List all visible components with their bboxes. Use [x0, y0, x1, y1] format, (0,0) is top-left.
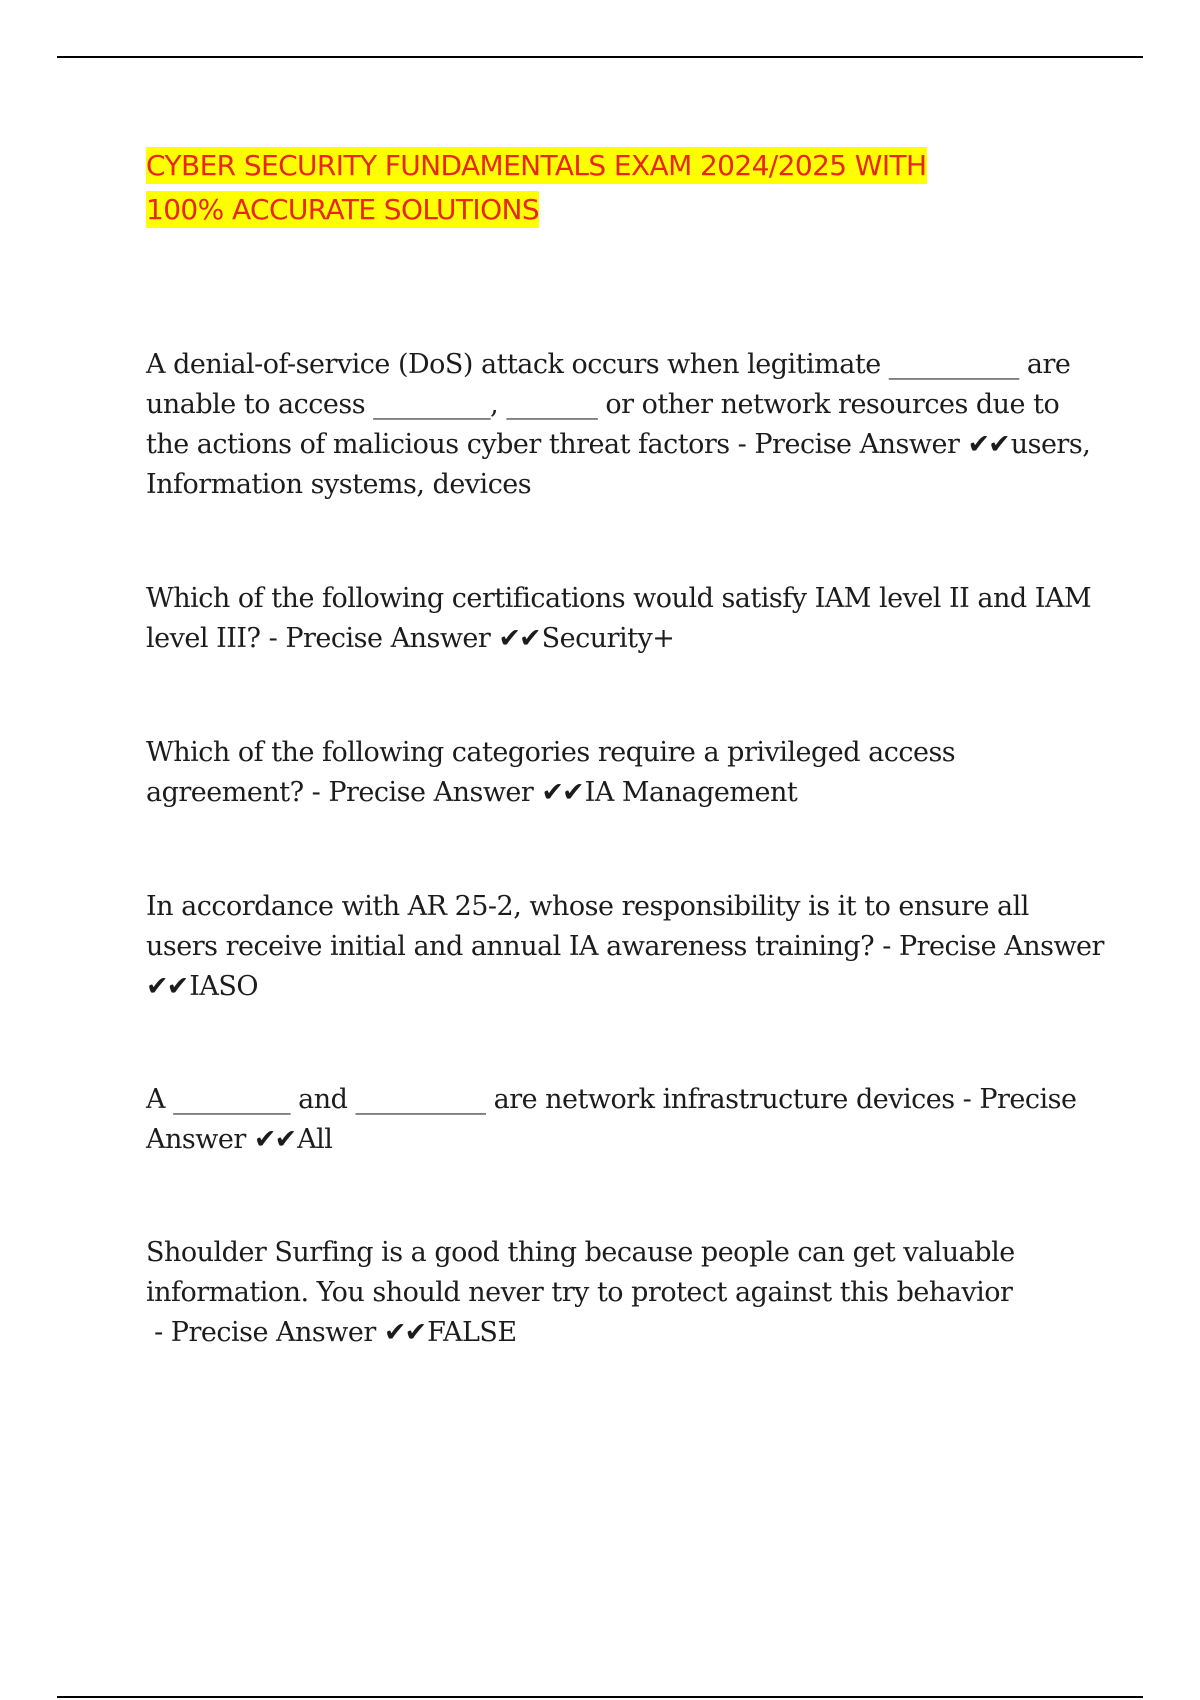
title-line-1: CYBER SECURITY FUNDAMENTALS EXAM 2024/2025 WITH	[146, 149, 927, 182]
check-marks-icon: ✔✔	[383, 1317, 426, 1348]
qa-item: Which of the following categories require a privileged access agreement? - Precise Answer ✔✔IA Management	[146, 737, 956, 808]
question-text: Which of the following categories require a privileged access agreement?	[146, 737, 956, 808]
answer-text: IA Management	[584, 777, 798, 808]
check-marks-icon: ✔✔	[146, 971, 188, 1002]
qa-item: In accordance with AR 25-2, whose responsibility is it to ensure all users receive initial and annual IA awareness training? - Precise Answer ✔✔IASO	[146, 891, 1104, 1002]
check-marks-icon: ✔✔	[541, 777, 583, 808]
answer-text: FALSE	[427, 1317, 517, 1348]
qa-item: A _________ and __________ are network infrastructure devices - Precise Answer ✔✔All	[146, 1084, 1077, 1155]
bottom-rule	[57, 1696, 1143, 1698]
check-marks-icon: ✔✔	[253, 1124, 296, 1155]
top-rule	[57, 56, 1143, 58]
check-marks-icon: ✔✔	[967, 429, 1009, 460]
check-marks-icon: ✔✔	[498, 623, 540, 654]
answer-text: users, Information systems, devices	[146, 429, 1091, 500]
answer-prefix: Precise Answer	[146, 1084, 1077, 1155]
answer-prefix: Precise Answer	[754, 429, 960, 460]
answer-prefix: Precise Answer	[898, 931, 1104, 962]
qa-item: A denial-of-service (DoS) attack occurs when legitimate __________ are unable to access _________, _______ or other network resources due to the actions of malicious cyber threat factors - Precise Answer ✔✔users, Information systems, devices	[146, 349, 1091, 500]
question-text: Which of the following certifications would satisfy IAM level II and IAM level III?	[146, 583, 1092, 654]
answer-prefix: Precise Answer	[170, 1317, 376, 1348]
question-text: A denial-of-service (DoS) attack occurs when legitimate __________ are unable to access _________, _______ or other network resources due to the actions of malicious cyber threat factors	[146, 349, 1071, 460]
answer-text: Security+	[541, 623, 675, 654]
qa-item: Which of the following certifications would satisfy IAM level II and IAM level III? - Precise Answer ✔✔Security+	[146, 583, 1092, 654]
qa-item: Shoulder Surfing is a good thing because people can get valuable information. You should never try to protect against this behavior - Precise Answer ✔✔FALSE	[146, 1237, 1015, 1348]
title-line-2: 100% ACCURATE SOLUTIONS	[146, 193, 540, 226]
answer-prefix: Precise Answer	[285, 623, 491, 654]
question-text: A _________ and __________ are network infrastructure devices	[146, 1084, 955, 1115]
answer-prefix: Precise Answer	[328, 777, 534, 808]
answer-text: All	[297, 1124, 333, 1155]
answer-text: IASO	[189, 971, 259, 1002]
document-title	[146, 144, 1046, 232]
question-text: Shoulder Surfing is a good thing because people can get valuable information. You should never try to protect against this behavior	[146, 1237, 1015, 1308]
question-text: In accordance with AR 25-2, whose responsibility is it to ensure all users receive initial and annual IA awareness training?	[146, 891, 1029, 962]
